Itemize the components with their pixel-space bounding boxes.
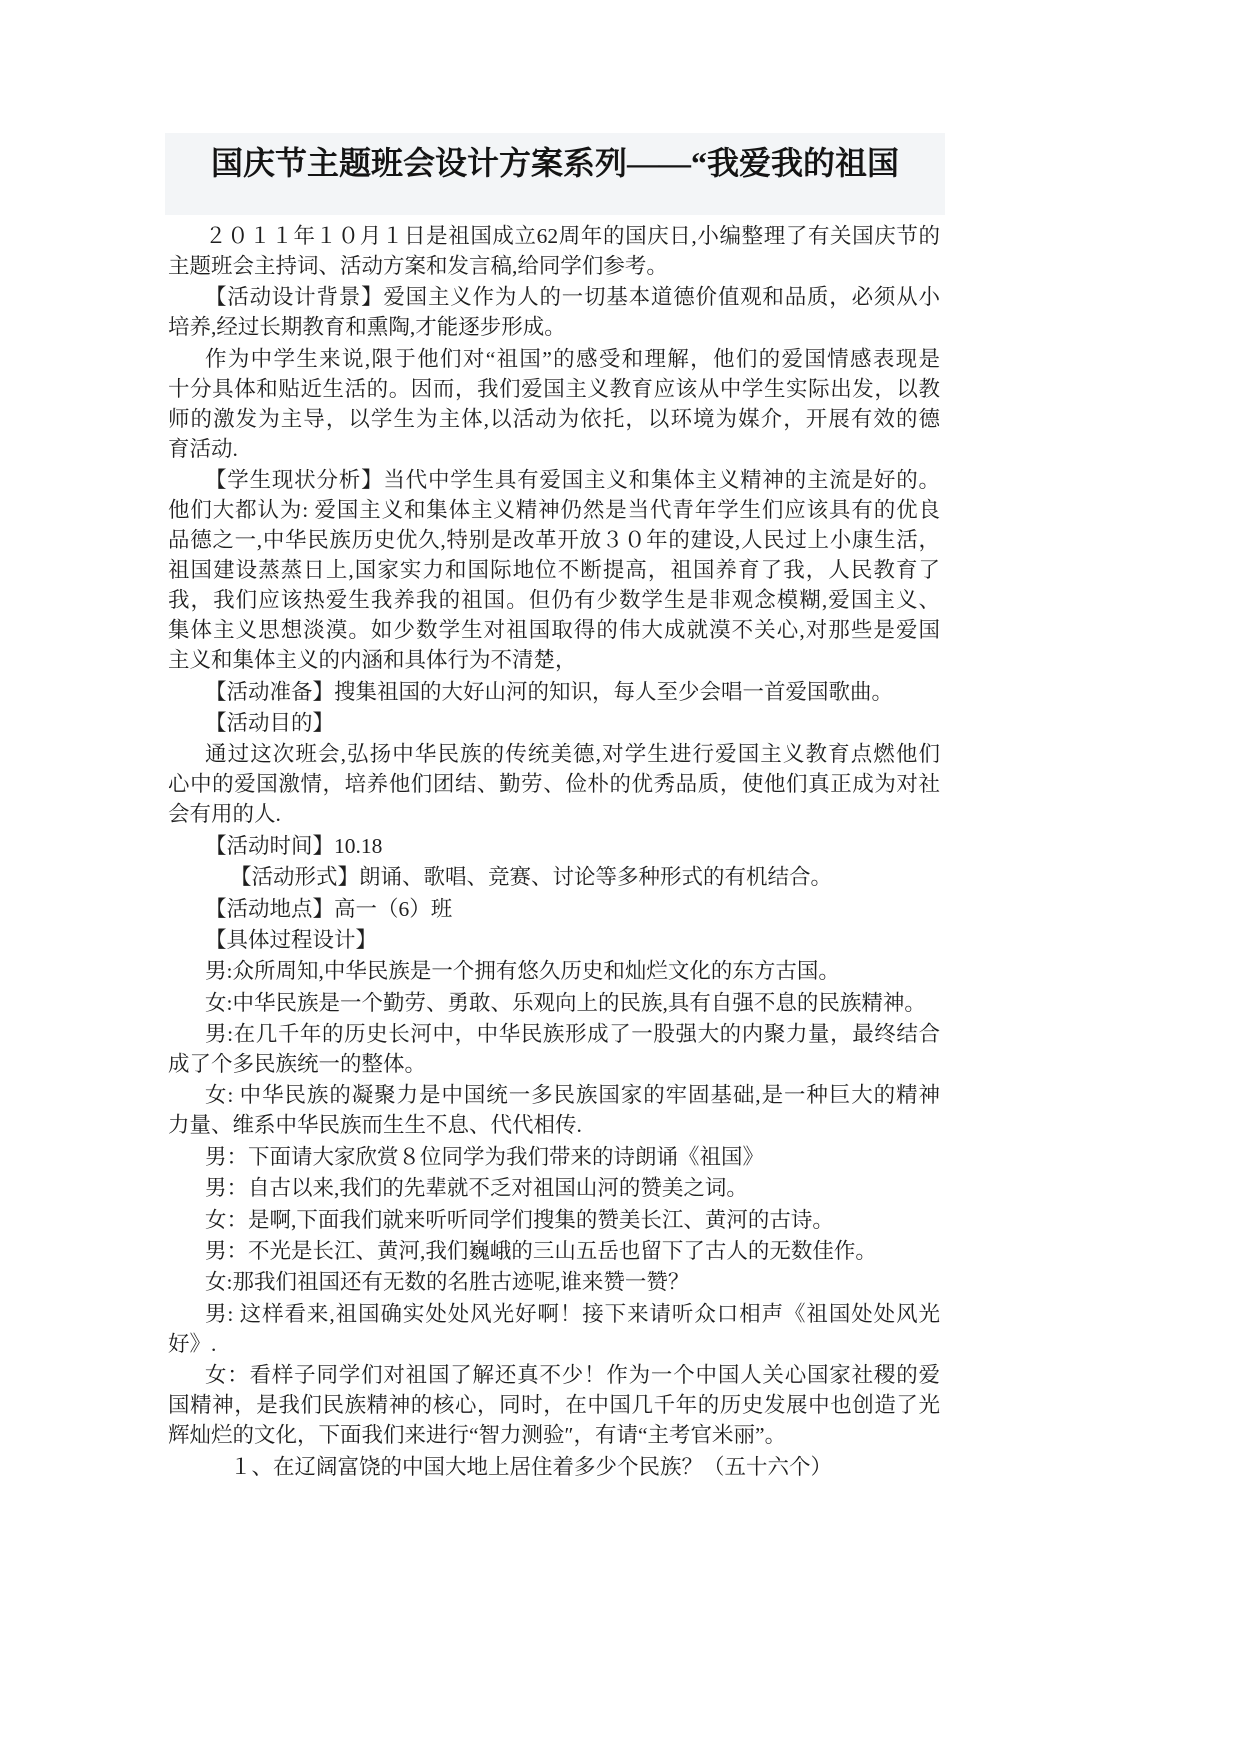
paragraph-line: 女：看样子同学们对祖国了解还真不少！作为一个中国人关心国家社稷的爱 [205,1363,940,1388]
dialogue-male [168,1299,940,1359]
paragraph-line: 【活动时间】10.18 [205,833,383,858]
process-design-heading [168,925,940,955]
dialogue-male [168,1142,940,1172]
dialogue-female [168,1267,940,1297]
paragraph-line: 十分具体和贴近生活的。因而，我们爱国主义教育应该从中学生实际出发，以教 [168,376,940,401]
paragraph-line: 品德之一,中华民族历史优久,特别是改革开放３０年的建设,人民过上小康生活， [168,528,940,553]
dialogue-male [168,1173,940,1203]
quiz-question-item [168,1452,940,1482]
title-banner [165,133,945,215]
intro-paragraph [168,221,940,281]
paragraph-line: 男:在几千年的历史长河中，中华民族形成了一股强大的内聚力量，最终结合 [205,1022,940,1047]
paragraph-line: 作为中学生来说,限于他们对“祖国”的感受和理解，他们的爱国情感表现是 [205,346,940,371]
paragraph-line: 【活动地点】高一（6）班 [205,896,453,921]
activity-time-paragraph [168,831,940,861]
paragraph-line: 女:那我们祖国还有无数的名胜古迹呢,谁来赞一赞？ [205,1270,690,1295]
paragraph-line: 好》. [168,1331,217,1356]
paragraph-line: １、在辽阔富饶的中国大地上居住着多少个民族？（五十六个） [230,1454,833,1479]
paragraph-line: 会有用的人. [168,802,281,827]
paragraph-line: 他们大都认为: 爱国主义和集体主义精神仍然是当代青年学生们应该具有的优良 [168,498,940,523]
paragraph-line: 师的激发为主导，以学生为主体,以活动为依托，以环境为媒介，开展有效的德 [168,406,940,431]
activity-background-paragraph [168,282,940,342]
paragraph-line: ２０１１年１０月１日是祖国成立62周年的国庆日,小编整理了有关国庆节的 [205,224,940,248]
background-detail-paragraph [168,344,940,464]
paragraph-line: 培养,经过长期教育和熏陶,才能逐步形成。 [168,315,566,340]
activity-preparation-paragraph [168,677,940,707]
activity-purpose-heading [168,708,940,738]
paragraph-line: 女: 中华民族的凝聚力是中国统一多民族国家的牢固基础,是一种巨大的精神 [205,1083,940,1108]
paragraph-line: 育活动. [168,436,238,461]
paragraph-line: 【学生现状分析】当代中学生具有爱国主义和集体主义精神的主流是好的。 [205,468,940,493]
paragraph-line: 成了个多民族统一的整体。 [168,1052,427,1077]
document-title: 国庆节主题班会设计方案系列——“我爱我的祖国 [210,145,899,181]
paragraph-line: 我，我们应该热爱生我养我的祖国。但仍有少数学生是非观念模糊,爱国主义、 [168,588,940,613]
paragraph-line: 男: 这样看来,祖国确实处处风光好啊！接下来请听众口相声《祖国处处风光 [205,1301,940,1326]
paragraph-line: 男：自古以来,我们的先辈就不乏对祖国山河的赞美之词。 [205,1176,748,1201]
paragraph-line: 辉灿烂的文化，下面我们来进行“智力测验″，有请“主考官米丽”。 [168,1423,787,1448]
paragraph-line: 国精神，是我们民族精神的核心，同时，在中国几千年的历史发展中也创造了光 [168,1393,940,1418]
paragraph-line: 心中的爱国激情，培养他们团结、勤劳、俭朴的优秀品质，使他们真正成为对社 [168,772,940,797]
dialogue-female [168,1205,940,1235]
activity-format-paragraph [168,862,940,892]
activity-purpose-paragraph [168,739,940,829]
paragraph-line: 通过这次班会,弘扬中华民族的传统美德,对学生进行爱国主义教育点燃他们 [205,742,940,767]
paragraph-line: 男：不光是长江、黄河,我们巍峨的三山五岳也留下了古人的无数佳作。 [205,1239,877,1264]
document-body [168,221,940,1483]
paragraph-line: 祖国建设蒸蒸日上,国家实力和国际地位不断提高，祖国养育了我，人民教育了 [168,558,940,583]
paragraph-line: 女：是啊,下面我们就来听听同学们搜集的赞美长江、黄河的古诗。 [205,1207,834,1232]
dialogue-male [168,956,940,986]
paragraph-line: 力量、维系中华民族而生生不息、代代相传. [168,1113,582,1138]
paragraph-line: 【活动形式】朗诵、歌唱、竞赛、讨论等多种形式的有机结合。 [230,865,833,890]
paragraph-line: 【活动准备】搜集祖国的大好山河的知识，每人至少会唱一首爱国歌曲。 [205,679,894,704]
dialogue-male [168,1019,940,1079]
paragraph-line: 主题班会主持词、活动方案和发言稿,给同学们参考。 [168,254,668,278]
paragraph-line: 男:众所周知,中华民族是一个拥有悠久历史和灿烂文化的东方古国。 [205,959,840,984]
student-analysis-paragraph [168,465,940,675]
paragraph-line: 【活动设计背景】爱国主义作为人的一切基本道德价值观和品质，必须从小 [205,285,940,310]
paragraph-line: 主义和集体主义的内涵和具体行为不清楚， [168,648,577,673]
paragraph-line: 【具体过程设计】 [205,927,378,952]
dialogue-female [168,1080,940,1140]
dialogue-male [168,1236,940,1266]
dialogue-female [168,1360,940,1450]
paragraph-line: 女:中华民族是一个勤劳、勇敢、乐观向上的民族,具有自强不息的民族精神。 [205,990,926,1015]
paragraph-line: 男：下面请大家欣赏８位同学为我们带来的诗朗诵《祖国》 [205,1144,765,1169]
paragraph-line: 集体主义思想淡漠。如少数学生对祖国取得的伟大成就漠不关心,对那些是爱国 [168,618,940,643]
paragraph-line: 【活动目的】 [205,710,335,735]
activity-location-paragraph [168,894,940,924]
dialogue-female [168,988,940,1018]
